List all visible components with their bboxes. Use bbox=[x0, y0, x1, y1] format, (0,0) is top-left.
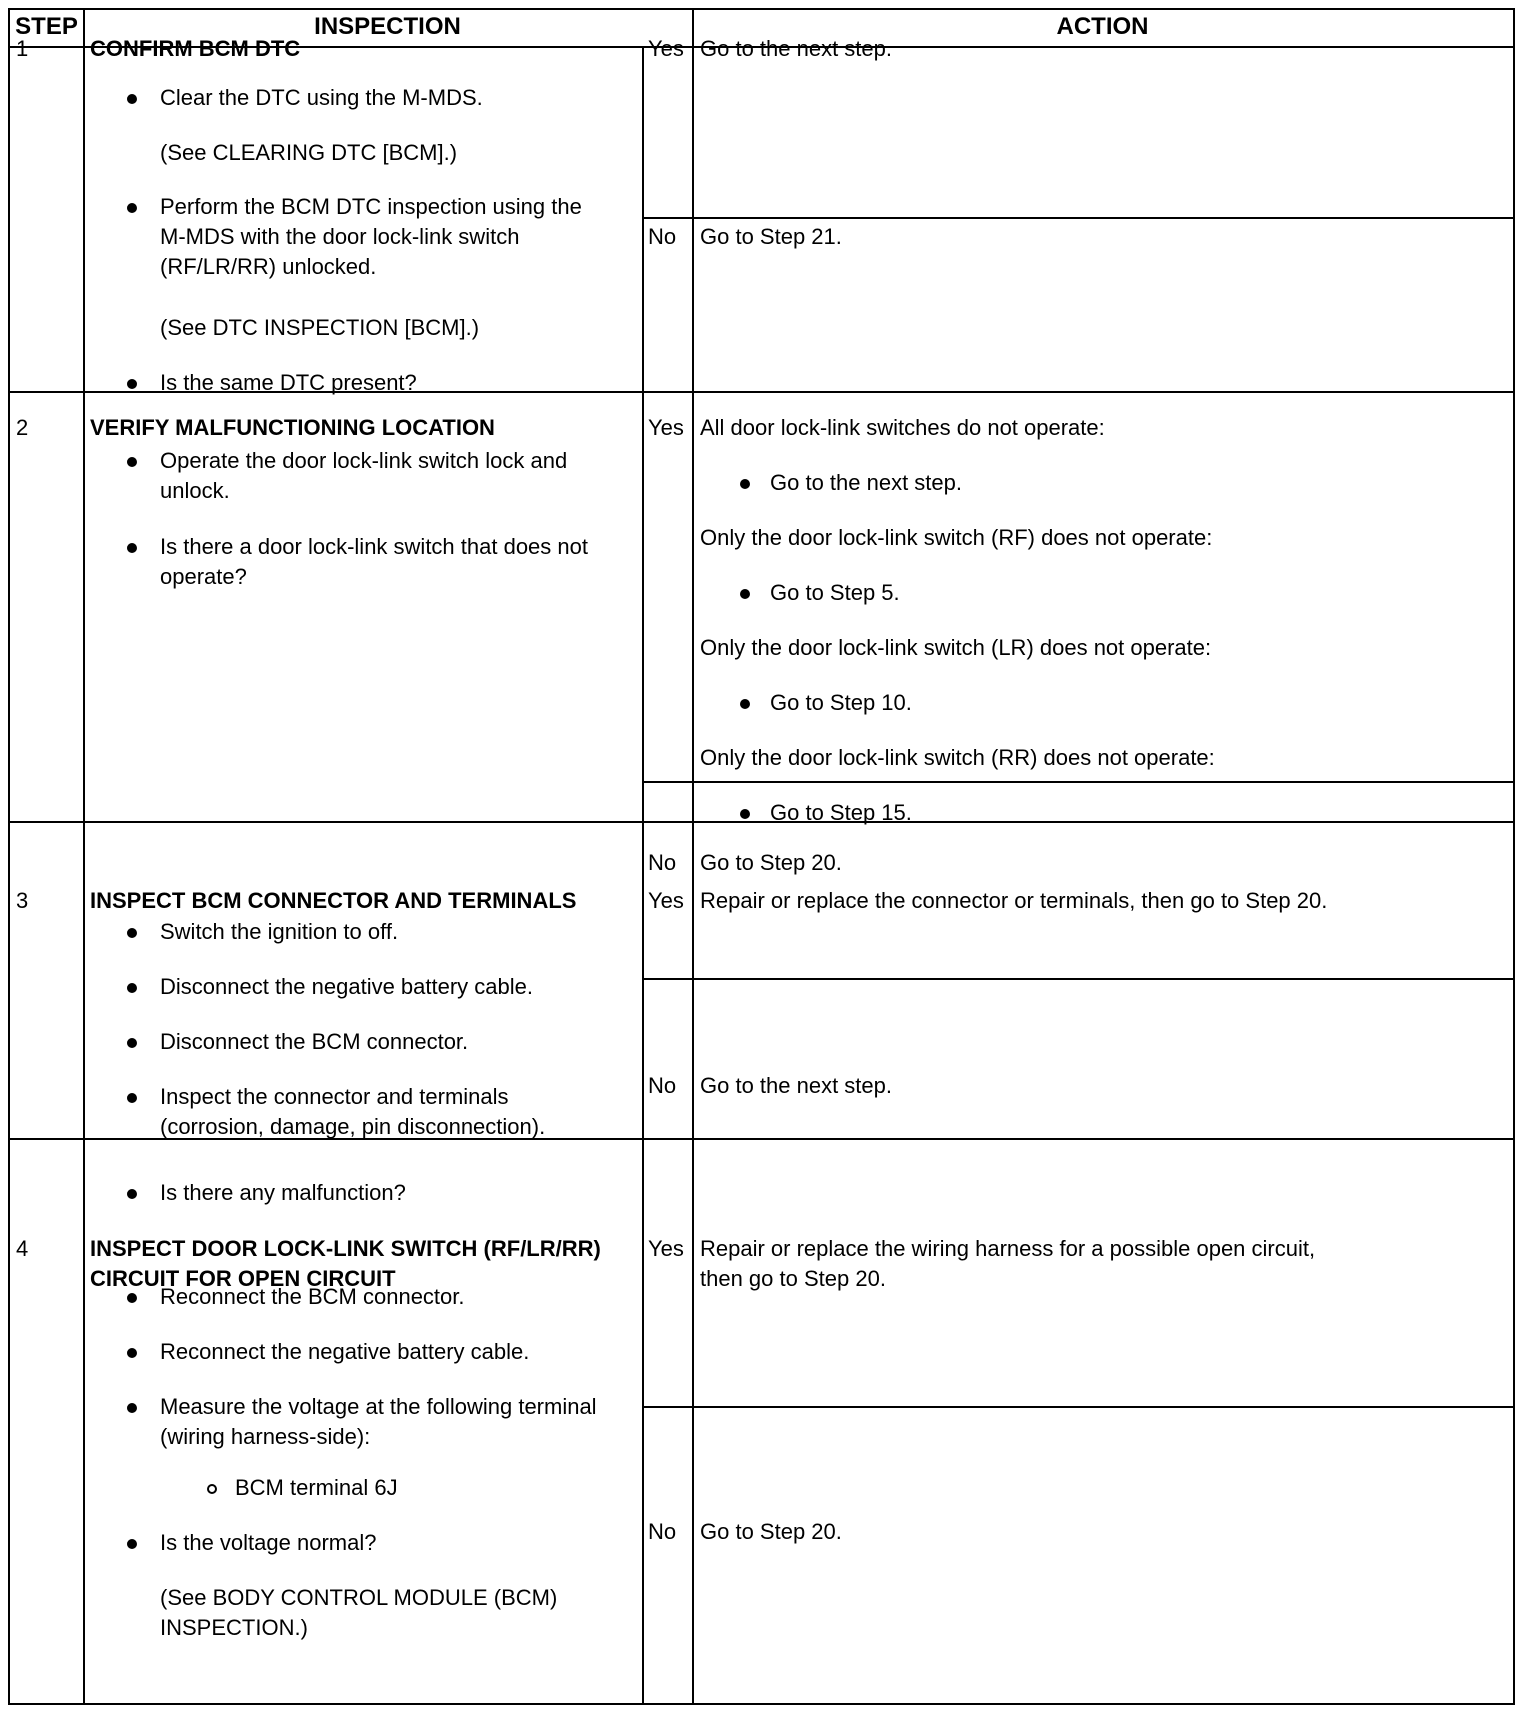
action-no-text: Go to Step 20. bbox=[700, 850, 842, 875]
action-yes-text: All door lock-link switches do not operate: bbox=[700, 415, 1105, 440]
no-label: No bbox=[648, 224, 677, 249]
inspection-text: Clear the DTC using the M-MDS. bbox=[160, 85, 483, 110]
step-number: 1 bbox=[16, 36, 29, 61]
action-yes-text: Repair or replace the wiring harness for a possible open circuit, bbox=[700, 1236, 1316, 1261]
header-step: STEP bbox=[15, 13, 78, 40]
inspection-text: unlock. bbox=[160, 478, 230, 503]
row-divider bbox=[10, 821, 1513, 823]
inspection-text: Reconnect the negative battery cable. bbox=[160, 1339, 530, 1364]
action-no-text: Go to the next step. bbox=[700, 1073, 893, 1098]
action-yes-text: Only the door lock-link switch (LR) does not operate: bbox=[700, 635, 1212, 660]
column-divider bbox=[83, 10, 85, 1703]
inspection-text: Reconnect the BCM connector. bbox=[160, 1284, 465, 1309]
bullet-icon bbox=[740, 589, 750, 599]
step-number: 2 bbox=[16, 415, 29, 440]
bullet-icon bbox=[127, 1348, 137, 1358]
bullet-icon bbox=[127, 1189, 137, 1199]
bullet-icon bbox=[127, 543, 137, 553]
yes-no-divider bbox=[642, 781, 1513, 783]
action-yes-text: then go to Step 20. bbox=[700, 1266, 886, 1291]
inspection-text: INSPECTION.) bbox=[160, 1615, 308, 1640]
bullet-icon bbox=[127, 1539, 137, 1549]
bullet-icon bbox=[127, 203, 137, 213]
inspection-text: (See DTC INSPECTION [BCM].) bbox=[160, 315, 480, 340]
action-yes-text: Go to the next step. bbox=[700, 36, 893, 61]
step-number: 3 bbox=[16, 888, 29, 913]
inspection-text: (wiring harness-side): bbox=[160, 1424, 371, 1449]
inspection-text: Disconnect the BCM connector. bbox=[160, 1029, 469, 1054]
yes-label: Yes bbox=[648, 888, 684, 913]
bullet-icon bbox=[127, 1093, 137, 1103]
action-yes-text: Go to the next step. bbox=[770, 470, 963, 495]
action-yes-text: Repair or replace the connector or terminals, then go to Step 20. bbox=[700, 888, 1328, 913]
yes-label: Yes bbox=[648, 1236, 684, 1261]
yes-label: Yes bbox=[648, 415, 684, 440]
bullet-icon bbox=[127, 457, 137, 467]
bullet-icon bbox=[740, 699, 750, 709]
header-action: ACTION bbox=[1056, 13, 1149, 40]
inspection-text: Perform the BCM DTC inspection using the bbox=[160, 194, 582, 219]
inspection-text: Inspect the connector and terminals bbox=[160, 1084, 509, 1109]
bullet-icon bbox=[127, 1403, 137, 1413]
action-no-text: Go to Step 21. bbox=[700, 224, 842, 249]
yes-no-divider bbox=[642, 1406, 1513, 1408]
circle-bullet-icon bbox=[207, 1484, 217, 1494]
inspection-text: (See CLEARING DTC [BCM].) bbox=[160, 140, 458, 165]
inspection-text: Measure the voltage at the following terminal bbox=[160, 1394, 597, 1419]
inspection-text: (RF/LR/RR) unlocked. bbox=[160, 254, 377, 279]
inspection-text: Is there a door lock-link switch that does not bbox=[160, 534, 588, 559]
inspection-text: (corrosion, damage, pin disconnection). bbox=[160, 1114, 546, 1139]
action-yes-text: Go to Step 10. bbox=[770, 690, 912, 715]
inspection-text: Operate the door lock-link switch lock and bbox=[160, 448, 568, 473]
inspection-text: (See BODY CONTROL MODULE (BCM) bbox=[160, 1585, 558, 1610]
bullet-icon bbox=[127, 94, 137, 104]
step-title: VERIFY MALFUNCTIONING LOCATION bbox=[90, 415, 495, 440]
no-label: No bbox=[648, 1073, 677, 1098]
inspection-text: M-MDS with the door lock-link switch bbox=[160, 224, 520, 249]
step-title: CIRCUIT FOR OPEN CIRCUIT bbox=[90, 1266, 396, 1291]
inspection-text: Is there any malfunction? bbox=[160, 1180, 406, 1205]
inspection-text: operate? bbox=[160, 564, 247, 589]
bullet-icon bbox=[740, 809, 750, 819]
bullet-icon bbox=[127, 1293, 137, 1303]
inspection-text: BCM terminal 6J bbox=[235, 1475, 398, 1500]
action-no-text: Go to Step 20. bbox=[700, 1519, 842, 1544]
header-inspection: INSPECTION bbox=[314, 13, 461, 40]
no-label: No bbox=[648, 1519, 677, 1544]
inspection-text: Is the voltage normal? bbox=[160, 1530, 377, 1555]
action-yes-text: Go to Step 5. bbox=[770, 580, 900, 605]
step-number: 4 bbox=[16, 1236, 29, 1261]
column-divider bbox=[642, 46, 644, 1703]
bullet-icon bbox=[127, 928, 137, 938]
bullet-icon bbox=[740, 479, 750, 489]
no-label: No bbox=[648, 850, 677, 875]
inspection-text: Disconnect the negative battery cable. bbox=[160, 974, 534, 999]
yes-no-divider bbox=[642, 217, 1513, 219]
diagnostic-table bbox=[8, 8, 1515, 1705]
column-divider bbox=[692, 10, 694, 1703]
bullet-icon bbox=[127, 1038, 137, 1048]
bullet-icon bbox=[127, 379, 137, 389]
inspection-text: Is the same DTC present? bbox=[160, 370, 417, 395]
action-yes-text: Only the door lock-link switch (RR) does not operate: bbox=[700, 745, 1215, 770]
inspection-text: Switch the ignition to off. bbox=[160, 919, 399, 944]
action-yes-text: Only the door lock-link switch (RF) does not operate: bbox=[700, 525, 1213, 550]
step-title: CONFIRM BCM DTC bbox=[90, 36, 301, 61]
step-title: INSPECT DOOR LOCK-LINK SWITCH (RF/LR/RR) bbox=[90, 1236, 601, 1261]
yes-no-divider bbox=[642, 978, 1513, 980]
bullet-icon bbox=[127, 983, 137, 993]
step-title: INSPECT BCM CONNECTOR AND TERMINALS bbox=[90, 888, 577, 913]
action-yes-text: Go to Step 15. bbox=[770, 800, 912, 825]
yes-label: Yes bbox=[648, 36, 684, 61]
